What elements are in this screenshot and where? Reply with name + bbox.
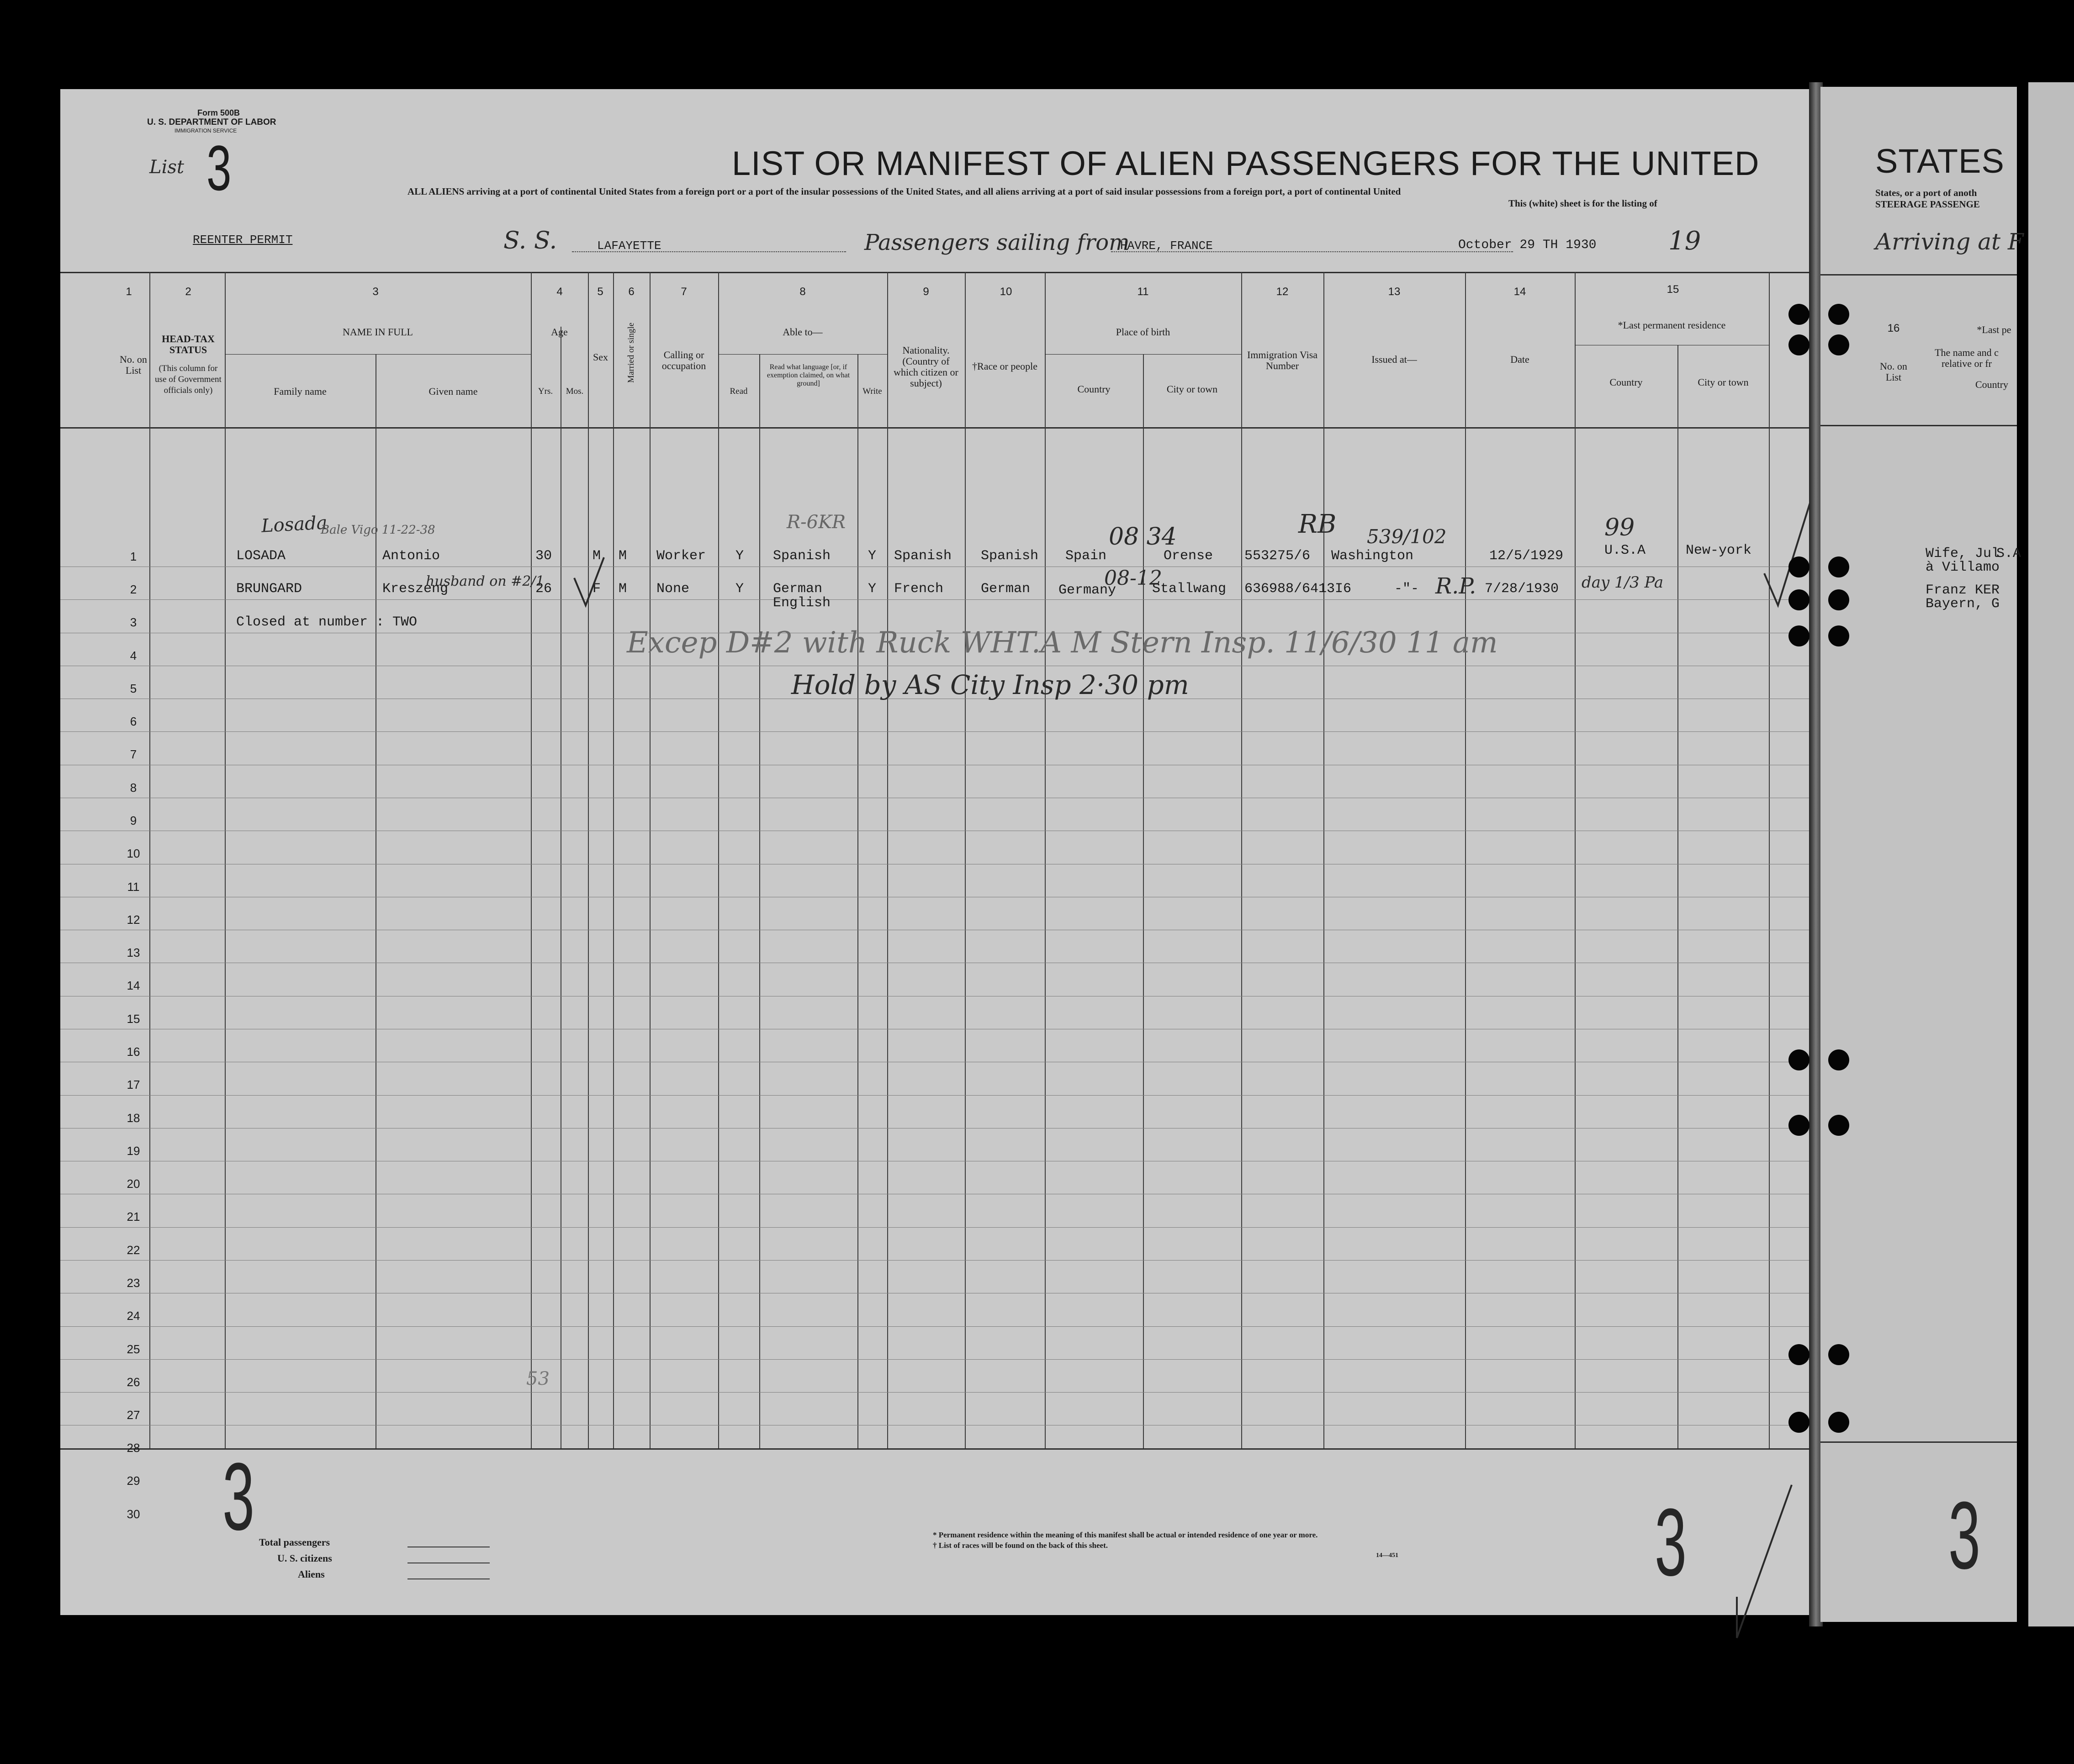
next-page-relative-1: Wife, Jul bbox=[1926, 546, 2000, 562]
sub-rule-able bbox=[718, 354, 887, 355]
subtitle-line-1: ALL ALIENS arriving at a port of continental United States from a foreign port or a port of the insular possessions of the United States, and all aliens arriving at a port of said insular possessions from a foreign port, a port of continental United bbox=[407, 186, 1401, 197]
col-divider-14 bbox=[1575, 272, 1576, 1448]
footer-note-2: † List of races will be found on the back of this sheet. bbox=[933, 1541, 1108, 1550]
passenger-2-write: Y bbox=[868, 581, 877, 597]
table-top-rule bbox=[60, 272, 1812, 273]
col-divider-11a bbox=[1143, 354, 1144, 1448]
manifest-sheet bbox=[60, 89, 1812, 1615]
row-number: 2 bbox=[130, 583, 137, 596]
header-name-in-full: NAME IN FULL bbox=[343, 326, 413, 338]
row-number: 5 bbox=[130, 682, 137, 695]
col-num-5: 5 bbox=[597, 286, 603, 298]
header-birth-city: City or town bbox=[1166, 383, 1218, 395]
col-divider-6 bbox=[650, 272, 651, 1448]
header-no-on-list: No. on List bbox=[120, 354, 147, 376]
row-number: 22 bbox=[127, 1243, 140, 1257]
col-divider-11 bbox=[1241, 272, 1242, 1448]
passenger-2-issued-at: -"- bbox=[1394, 581, 1419, 597]
header-given-name: Given name bbox=[429, 386, 478, 397]
closed-note: Closed at number : TWO bbox=[236, 614, 418, 630]
header-place-of-birth: Place of birth bbox=[1116, 326, 1170, 338]
header-head-tax-note: (This column for use of Government officials only) bbox=[155, 364, 222, 395]
binding-hole bbox=[1828, 625, 1849, 646]
ship-underline bbox=[572, 251, 846, 252]
footer-page-number-left: 3 bbox=[222, 1443, 255, 1550]
footer-note-1: * Permanent residence within the meaning of this manifest shall be actual or intended residence of one year or more. bbox=[933, 1531, 1318, 1539]
header-res-city: City or town bbox=[1698, 376, 1749, 388]
sailing-date: October 29 TH 1930 bbox=[1458, 238, 1597, 252]
row-number: 10 bbox=[127, 847, 140, 860]
passenger-1-write: Y bbox=[868, 548, 877, 564]
row-rule-25 bbox=[60, 1359, 1812, 1360]
row-number: 1 bbox=[130, 550, 137, 563]
list-label: List bbox=[149, 157, 184, 178]
next-page-big-number: 3 bbox=[1948, 1482, 1981, 1589]
col-divider-12 bbox=[1323, 272, 1324, 1448]
next-page-line-2: STEERAGE PASSENGE bbox=[1875, 199, 1980, 210]
binding-hole bbox=[1788, 1344, 1809, 1365]
col-num-7: 7 bbox=[681, 286, 687, 298]
next-page-country: Country bbox=[1975, 379, 2009, 390]
col-divider-9 bbox=[965, 272, 966, 1448]
row-number: 8 bbox=[130, 781, 137, 795]
passenger-2-nationality: French bbox=[894, 581, 944, 597]
header-married: Married or single bbox=[626, 323, 636, 383]
service-name: IMMIGRATION SERVICE bbox=[175, 127, 237, 134]
col-divider-3 bbox=[531, 272, 532, 1448]
passenger-1-given: Antonio bbox=[382, 548, 440, 564]
row-number: 23 bbox=[127, 1276, 140, 1290]
header-race: †Race or people bbox=[972, 360, 1037, 372]
col-divider-8 bbox=[887, 272, 888, 1448]
row-number: 15 bbox=[127, 1012, 140, 1026]
passenger-2-visa: 636988/6413I6 bbox=[1244, 581, 1352, 597]
next-page-relative-2: Franz KER bbox=[1926, 583, 2000, 598]
col-divider-13 bbox=[1465, 272, 1466, 1448]
passenger-2-sex: F bbox=[593, 581, 601, 597]
port-name: HAVRE, FRANCE bbox=[1120, 239, 1213, 253]
handwriting-language-note: R-6KR bbox=[787, 512, 846, 533]
check-mark-icon bbox=[1728, 1483, 1796, 1642]
col-num-3: 3 bbox=[372, 286, 379, 298]
binding-hole bbox=[1828, 556, 1849, 577]
header-family-name: Family name bbox=[274, 386, 327, 397]
passenger-2-language-2: English bbox=[773, 595, 831, 611]
row-rule-2 bbox=[60, 599, 1812, 600]
footer-form-code: 14—451 bbox=[1376, 1552, 1398, 1559]
handwriting-losada: Losada bbox=[260, 512, 328, 537]
col-num-11: 11 bbox=[1137, 286, 1149, 298]
binding-hole bbox=[1828, 1412, 1849, 1433]
next-page-relative-1b: à Villamo bbox=[1926, 560, 2000, 575]
header-sex: Sex bbox=[593, 351, 608, 363]
next-page-sheet bbox=[1820, 87, 2024, 1622]
passenger-1-birth-city: Orense bbox=[1164, 548, 1213, 564]
passenger-1-race: Spanish bbox=[981, 548, 1039, 564]
row-rule-6 bbox=[60, 731, 1812, 732]
row-number: 16 bbox=[127, 1045, 140, 1059]
header-head-tax: HEAD-TAX STATUS bbox=[162, 333, 215, 355]
next-page-no-on-list: No. on List bbox=[1880, 360, 1907, 383]
next-page-line-1: States, or a port of anoth bbox=[1875, 187, 1977, 198]
col-num-15: 15 bbox=[1667, 283, 1679, 296]
row-rule-24 bbox=[60, 1326, 1812, 1327]
row-number: 30 bbox=[127, 1507, 140, 1521]
header-res-country: Country bbox=[1609, 376, 1643, 388]
binding-hole bbox=[1788, 304, 1809, 325]
binding-hole bbox=[1788, 1115, 1809, 1136]
row-number: 20 bbox=[127, 1177, 140, 1191]
passenger-1-res-city: New-york bbox=[1686, 543, 1752, 558]
binding-hole bbox=[1828, 334, 1849, 355]
binding-hole bbox=[1788, 589, 1809, 610]
handwriting-pob-2: 08-12 bbox=[1104, 567, 1162, 590]
col-num-12: 12 bbox=[1276, 286, 1289, 298]
row-number: 21 bbox=[127, 1210, 140, 1224]
header-date: Date bbox=[1510, 354, 1529, 365]
col-divider-15 bbox=[1769, 272, 1770, 1448]
binding-hole bbox=[1788, 334, 1809, 355]
handwriting-exception: Excep D#2 with Ruck WHT.A M Stern Insp. 11/6/30 11 am bbox=[627, 626, 1498, 660]
binding-hole bbox=[1828, 304, 1849, 325]
next-page-top-rule bbox=[1820, 274, 2017, 275]
next-page-country-1: S.A bbox=[1996, 546, 2021, 562]
passenger-1-occupation: Worker bbox=[656, 548, 706, 564]
port-underline bbox=[1111, 251, 1513, 252]
department-name: U. S. DEPARTMENT OF LABOR bbox=[147, 117, 276, 127]
handwriting-residence-99: 99 bbox=[1604, 514, 1635, 541]
passenger-2-read: Y bbox=[735, 581, 744, 597]
row-number: 28 bbox=[127, 1441, 140, 1455]
col-divider-5 bbox=[613, 272, 614, 1448]
passenger-2-family: BRUNGARD bbox=[236, 581, 302, 597]
passenger-1-visa: 553275/6 bbox=[1244, 548, 1311, 564]
col-divider-4 bbox=[588, 272, 589, 1448]
handwriting-visa-alt: 539/102 bbox=[1367, 525, 1447, 548]
passenger-1-read: Y bbox=[735, 548, 744, 564]
passenger-1-birth-country: Spain bbox=[1065, 548, 1107, 564]
passenger-1-date: 12/5/1929 bbox=[1489, 548, 1564, 564]
col-num-8: 8 bbox=[799, 286, 806, 298]
binding-hole bbox=[1828, 1344, 1849, 1365]
handwriting-husband: husband on #2/1 bbox=[426, 573, 545, 589]
row-number: 19 bbox=[127, 1144, 140, 1158]
next-page-bottom-rule bbox=[1820, 1441, 2017, 1443]
passenger-2-birth-country: Germany bbox=[1058, 583, 1116, 598]
row-number: 18 bbox=[127, 1111, 140, 1125]
col-num-9: 9 bbox=[923, 286, 929, 298]
binding-hole bbox=[1828, 1049, 1849, 1070]
passenger-1-issued-at: Washington bbox=[1331, 548, 1414, 564]
footer-aliens-label: Aliens bbox=[298, 1568, 325, 1580]
sub-rule-birth bbox=[1045, 354, 1241, 355]
row-number: 12 bbox=[127, 913, 140, 927]
row-number: 7 bbox=[130, 747, 137, 761]
binding-hole bbox=[1828, 1115, 1849, 1136]
handwriting-pob-1: 08 34 bbox=[1109, 523, 1177, 551]
header-read-language: Read what language [or, if exemption claimed, on what ground] bbox=[767, 363, 850, 387]
footer-citizens-label: U. S. citizens bbox=[277, 1552, 332, 1564]
next-page-col-16: 16 bbox=[1887, 322, 1900, 334]
passenger-1-age: 30 bbox=[535, 548, 552, 564]
row-rule-26 bbox=[60, 1392, 1812, 1393]
row-number: 4 bbox=[130, 649, 137, 662]
table-bottom-rule bbox=[60, 1448, 1812, 1450]
row-number: 3 bbox=[130, 615, 137, 629]
row-number: 17 bbox=[127, 1078, 140, 1091]
col-num-6: 6 bbox=[628, 286, 635, 298]
col-num-13: 13 bbox=[1388, 286, 1401, 298]
passenger-1-nationality: Spanish bbox=[894, 548, 952, 564]
row-rule-17 bbox=[60, 1095, 1812, 1096]
col-divider-8a bbox=[759, 354, 760, 1448]
ship-name: LAFAYETTE bbox=[597, 239, 661, 253]
col-divider-10 bbox=[1045, 272, 1046, 1448]
page-title: LIST OR MANIFEST OF ALIEN PASSENGERS FOR THE UNITED bbox=[732, 144, 1760, 182]
header-able-to: Able to— bbox=[783, 326, 823, 338]
handwriting-page-mark: 53 bbox=[526, 1368, 550, 1389]
next-page-relative-2b: Bayern, G bbox=[1926, 596, 2000, 612]
handwriting-row1-top: Bale Vigo 11-22-38 bbox=[321, 523, 435, 537]
col-num-10: 10 bbox=[1000, 286, 1012, 298]
next-page-last-residence: *Last pe bbox=[1977, 324, 2011, 335]
passenger-2-given: Kreszeng bbox=[382, 581, 449, 597]
footer-total-label: Total passengers bbox=[259, 1536, 330, 1548]
row-rule-21 bbox=[60, 1227, 1812, 1228]
year-prefix: 19 bbox=[1668, 226, 1701, 256]
passenger-2-occupation: None bbox=[656, 581, 690, 597]
passenger-1-language: Spanish bbox=[773, 548, 831, 564]
row-number: 25 bbox=[127, 1342, 140, 1356]
col-num-4: 4 bbox=[556, 286, 563, 298]
passenger-1-sex: M bbox=[593, 548, 601, 564]
header-age: Age bbox=[551, 326, 568, 338]
binding-hole bbox=[1788, 556, 1809, 577]
col-divider-8b bbox=[857, 354, 858, 1448]
header-visa: Immigration Visa Number bbox=[1247, 349, 1318, 371]
row-number: 9 bbox=[130, 814, 137, 827]
check-mark-icon bbox=[572, 555, 608, 610]
row-number: 11 bbox=[127, 880, 140, 894]
row-number: 14 bbox=[127, 979, 140, 992]
binding-hole bbox=[1788, 625, 1809, 646]
row-number: 29 bbox=[127, 1474, 140, 1488]
col-divider-2 bbox=[225, 272, 226, 1448]
header-read: Read bbox=[730, 387, 748, 396]
col-num-2: 2 bbox=[185, 286, 191, 298]
passenger-2-birth-city: Stallwang bbox=[1152, 581, 1227, 597]
header-calling: Calling or occupation bbox=[661, 349, 706, 371]
header-issued-at: Issued at— bbox=[1371, 354, 1417, 365]
passenger-2-married: M bbox=[619, 581, 627, 597]
col-divider-1 bbox=[149, 272, 150, 1448]
handwriting-visa-note: RB bbox=[1298, 509, 1337, 539]
next-page-arriving: Arriving at F bbox=[1875, 228, 2024, 255]
row-number: 24 bbox=[127, 1309, 140, 1323]
binding-hole bbox=[1788, 1049, 1809, 1070]
col-divider-7 bbox=[718, 272, 719, 1448]
header-mos: Mos. bbox=[566, 387, 584, 396]
row-number: 13 bbox=[127, 946, 140, 959]
binding-hole bbox=[1828, 589, 1849, 610]
sub-rule-name bbox=[225, 354, 531, 355]
handwriting-residence-note: day 1/3 Pa bbox=[1582, 573, 1664, 592]
list-number: 3 bbox=[206, 132, 232, 204]
header-yrs: Yrs. bbox=[538, 387, 553, 396]
handwriting-rp: R.P. bbox=[1435, 573, 1476, 599]
row-number: 27 bbox=[127, 1408, 140, 1422]
passenger-2-date: 7/28/1930 bbox=[1485, 581, 1559, 597]
table-header-rule bbox=[60, 427, 1812, 429]
far-page-edge bbox=[2028, 82, 2074, 1626]
subtitle-line-2: This (white) sheet is for the listing of bbox=[1508, 198, 1657, 209]
form-number: Form 500B bbox=[197, 108, 240, 117]
next-page-relative-header: The name and c relative or fr bbox=[1935, 347, 1999, 369]
col-num-1: 1 bbox=[126, 286, 132, 298]
row-rule-22 bbox=[60, 1260, 1812, 1261]
header-nationality: Nationality. (Country of which citizen or subject) bbox=[894, 344, 958, 389]
ss-label: S. S. bbox=[503, 227, 557, 254]
row-number: 6 bbox=[130, 715, 137, 728]
binding-hole bbox=[1788, 1412, 1809, 1433]
passenger-1-res-country: U.S.A bbox=[1604, 543, 1646, 558]
passenger-2-language: German bbox=[773, 581, 823, 597]
passenger-2-race: German bbox=[981, 581, 1031, 597]
next-page-header-rule bbox=[1820, 425, 2017, 426]
passenger-1-married: M bbox=[619, 548, 627, 564]
passenger-1-family: LOSADA bbox=[236, 548, 286, 564]
col-num-14: 14 bbox=[1513, 286, 1526, 298]
next-page-title: STATES bbox=[1875, 142, 2005, 180]
passenger-2-age: 26 bbox=[535, 581, 552, 597]
sailing-label: Passengers sailing from bbox=[864, 230, 1130, 255]
header-write: Write bbox=[862, 387, 882, 396]
row-number: 26 bbox=[127, 1375, 140, 1389]
handwriting-hold: Hold by AS City Insp 2·30 pm bbox=[791, 669, 1189, 700]
permit-label: REENTER PERMIT bbox=[193, 233, 293, 247]
header-birth-country: Country bbox=[1077, 383, 1111, 395]
footer-page-number-right: 3 bbox=[1655, 1489, 1687, 1596]
header-last-residence: *Last permanent residence bbox=[1618, 319, 1726, 331]
